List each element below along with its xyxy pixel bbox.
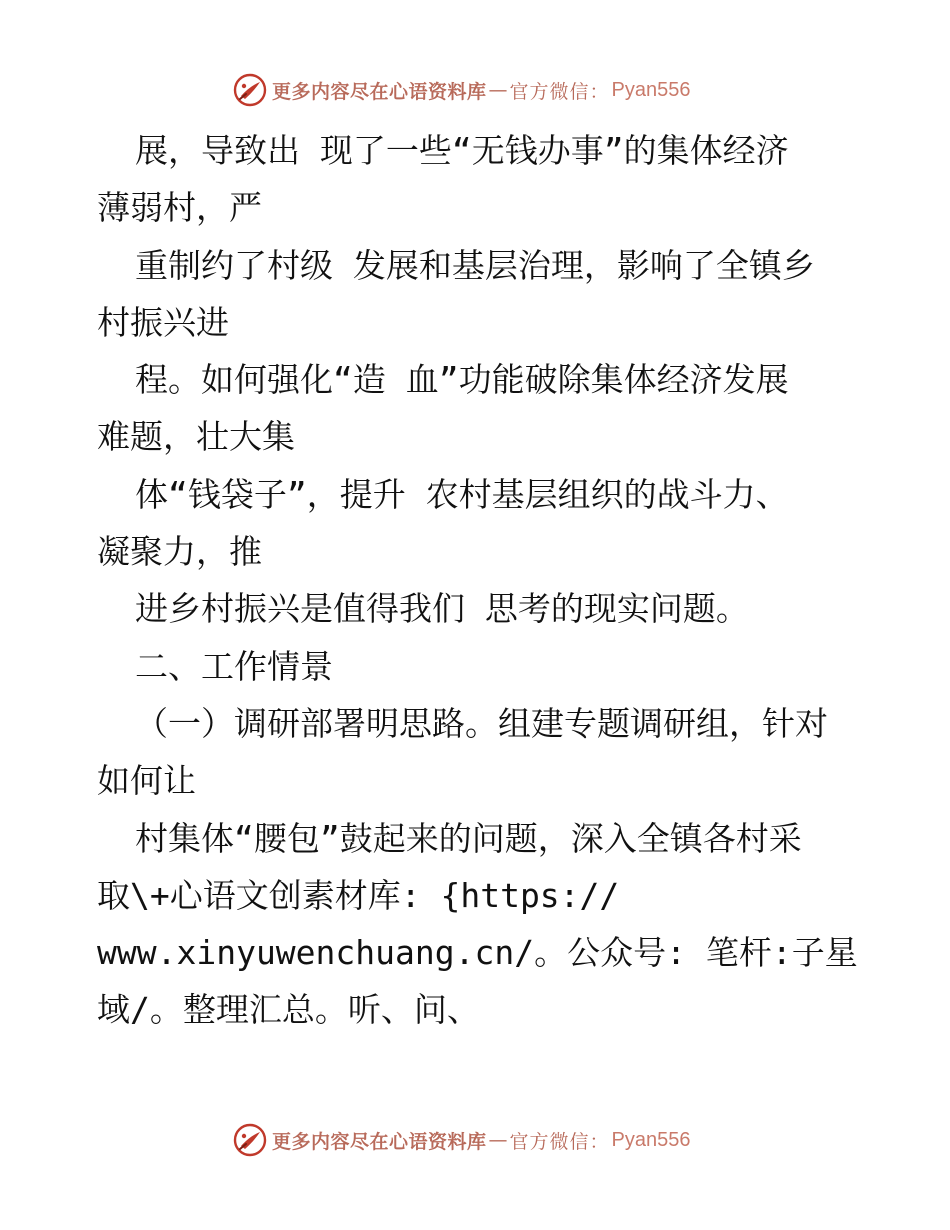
- book-quill-logo-icon: [232, 1122, 268, 1158]
- header-wechat-label: 官方微信：: [509, 80, 610, 103]
- body-line: 程。如何强化“造 血”功能破除集体经济发展: [135, 360, 789, 400]
- body-line: 域/。整理汇总。听、问、: [97, 990, 480, 1030]
- header-site-text: 更多内容尽在心语资料库: [272, 80, 487, 103]
- section-heading: 二、工作情景: [135, 646, 333, 686]
- book-quill-logo-icon: [232, 72, 268, 108]
- footer-banner: [232, 1120, 691, 1160]
- footer-separator: —: [488, 1129, 508, 1151]
- body-line: www.xinyuwenchuang.cn/。公众号: 笔杆:子星: [97, 933, 858, 973]
- body-line: 体“钱袋子”，提升 农村基层组织的战斗力、: [135, 474, 789, 514]
- body-line: 村振兴进: [97, 302, 229, 342]
- body-line: 取\+心语文创素材库: {https://: [97, 875, 620, 915]
- header-wechat-id: Pyan556: [611, 78, 691, 101]
- body-line: 难题，壮大集: [97, 417, 295, 457]
- body-line: 重制约了村级 发展和基层治理，影响了全镇乡: [135, 245, 815, 285]
- body-line: 如何让: [97, 761, 196, 801]
- footer-wechat-label: 官方微信：: [509, 1130, 610, 1153]
- body-line: 进乡村振兴是值得我们 思考的现实问题。: [135, 589, 749, 629]
- header-separator: —: [488, 79, 508, 101]
- body-line: 薄弱村，严: [97, 188, 262, 228]
- header-banner: [232, 70, 691, 110]
- body-line: （一）调研部署明思路。组建专题调研组，针对: [135, 703, 828, 743]
- document-body: [97, 122, 887, 1039]
- footer-site-text: 更多内容尽在心语资料库: [272, 1130, 487, 1153]
- body-line: 村集体“腰包”鼓起来的问题，深入全镇各村采: [135, 818, 802, 858]
- footer-wechat-id: Pyan556: [611, 1128, 691, 1151]
- body-line: 凝聚力，推: [97, 532, 262, 572]
- body-line: 展，导致出 现了一些“无钱办事”的集体经济: [135, 131, 789, 170]
